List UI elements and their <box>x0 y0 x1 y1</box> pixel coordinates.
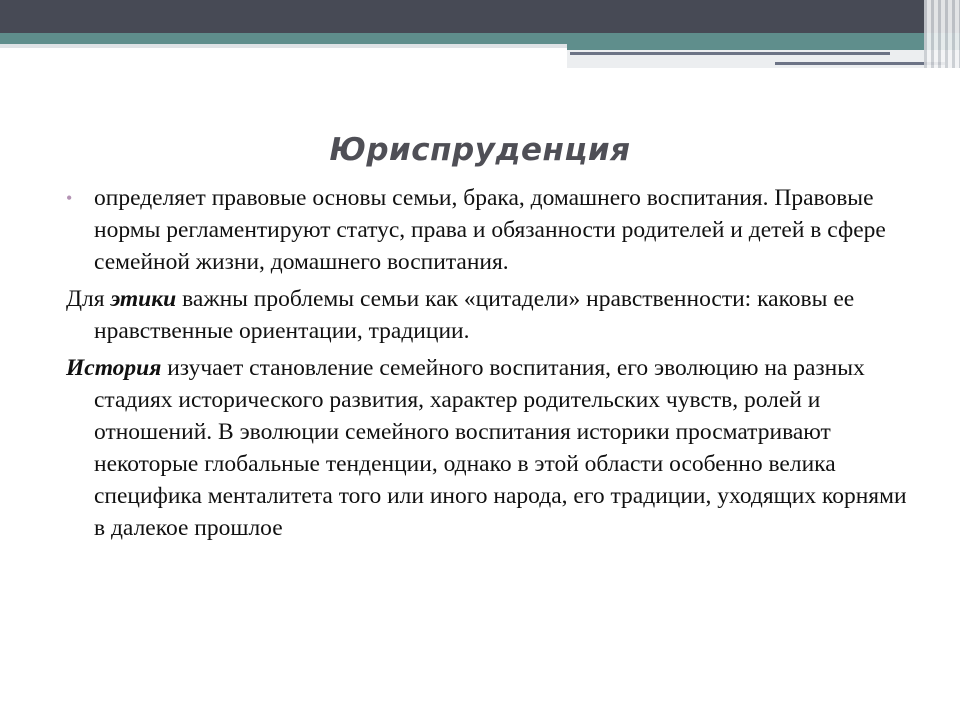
paragraph-text: важны проблемы семьи как «цитадели» нравственности: каковы ее нравственные ориентации, традиции. <box>94 286 855 344</box>
slide-title: Юриспруденция <box>329 132 631 168</box>
paragraph-lead: этики <box>110 286 177 312</box>
bullet-icon: • <box>66 188 73 208</box>
header-stripes <box>924 0 960 68</box>
paragraph-prefix: Для <box>66 286 111 312</box>
header-accent-line <box>570 52 890 55</box>
paragraph-ethics <box>66 283 916 347</box>
header-notch-teal <box>567 44 960 50</box>
paragraph-text: определяет правовые основы семьи, брака, домашнего воспитания. Правовые нормы регламентируют статус, права и обязанности родителей и детей в сфере семейной жизни, домашнего воспитания. <box>94 185 886 275</box>
slide-body <box>66 182 916 549</box>
header-dark-band <box>0 0 960 33</box>
header-teal-band <box>0 33 960 44</box>
header-accent-line-short <box>775 62 945 65</box>
paragraph-lead: История <box>66 355 162 381</box>
paragraph-history <box>66 352 916 544</box>
paragraph-text: изучает становление семейного воспитания, его эволюцию на разных стадиях исторического развития, характер родительских чувств, ролей и отношений. В эволюции семейного воспитания историки просматривают некоторые глобальные тенденции, однако в этой области особенно велика специфика менталитета того или иного народа, его традиции, уходящих корнями в далекое прошлое <box>94 355 907 541</box>
paragraph-law <box>66 182 916 278</box>
